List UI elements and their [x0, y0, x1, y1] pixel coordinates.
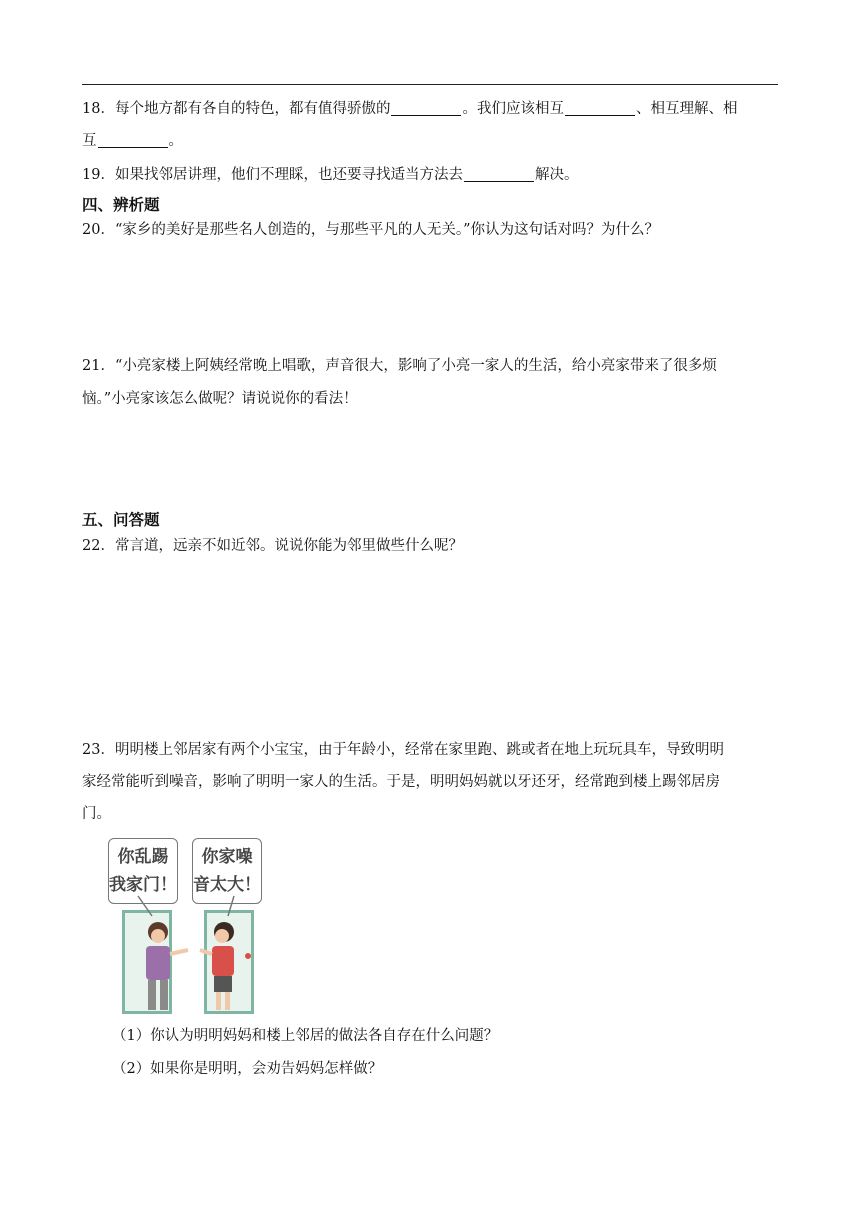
question-22: 22．常言道，远亲不如近邻。说说你能为邻里做些什么呢？ — [82, 538, 463, 554]
q19-blank[interactable] — [464, 167, 534, 182]
q18-text-d: 互 — [82, 133, 97, 149]
q18-text-b: 。我们应该相互 — [462, 101, 564, 117]
q18-text-e: 。 — [168, 133, 183, 149]
bubble-left-line-1: 你乱踢 — [117, 847, 169, 867]
question-19 — [82, 166, 578, 184]
question-18-line-2 — [82, 132, 183, 150]
q18-text-c: 、相互理解、相 — [635, 101, 738, 117]
question-23-line-3: 门。 — [82, 806, 111, 822]
section-5-heading: 五、问答题 — [82, 511, 160, 529]
neighbors-illustration — [108, 838, 276, 1014]
header-rule — [82, 84, 778, 85]
q18-blank-1[interactable] — [391, 101, 461, 116]
question-23-sub-2: （2）如果你是明明，会劝告妈妈怎样做？ — [112, 1061, 383, 1077]
q18-blank-3[interactable] — [98, 133, 168, 148]
two-women-figure — [108, 838, 276, 1014]
section-4-heading: 四、辨析题 — [82, 196, 160, 214]
question-21-line-2: 恼。”小亮家该怎么做呢？请说说你的看法！ — [82, 391, 358, 407]
question-21-line-1: 21．“小亮家楼上阿姨经常晚上唱歌，声音很大，影响了小亮一家人的生活，给小亮家带来了很多烦 — [82, 358, 717, 374]
question-20: 20．“家乡的美好是那些名人创造的，与那些平凡的人无关。”你认为这句话对吗？为什么？ — [82, 222, 660, 238]
q19-text-a: 19．如果找邻居讲理，他们不理睬，也还要寻找适当方法去 — [82, 167, 463, 183]
q19-text-b: 解决。 — [534, 167, 579, 183]
bubble-left-line-2: 我家门！ — [109, 875, 177, 895]
bubble-right-line-2: 音太大！ — [193, 875, 261, 895]
question-23-line-2: 家经常能听到噪音，影响了明明一家人的生活。于是，明明妈妈就以牙还牙，经常跑到楼上踢邻居房 — [82, 774, 720, 790]
question-23-line-1: 23．明明楼上邻居家有两个小宝宝，由于年龄小，经常在家里跑、跳或者在地上玩玩具车，导致明明 — [82, 742, 724, 758]
bubble-right-line-1: 你家噪 — [201, 847, 253, 867]
q18-blank-2[interactable] — [565, 101, 635, 116]
question-18-line-1 — [82, 100, 737, 118]
q18-text-a: 18．每个地方都有各自的特色，都有值得骄傲的 — [82, 101, 391, 117]
question-23-sub-1: （1）你认为明明妈妈和楼上邻居的做法各自存在什么问题？ — [112, 1028, 499, 1044]
